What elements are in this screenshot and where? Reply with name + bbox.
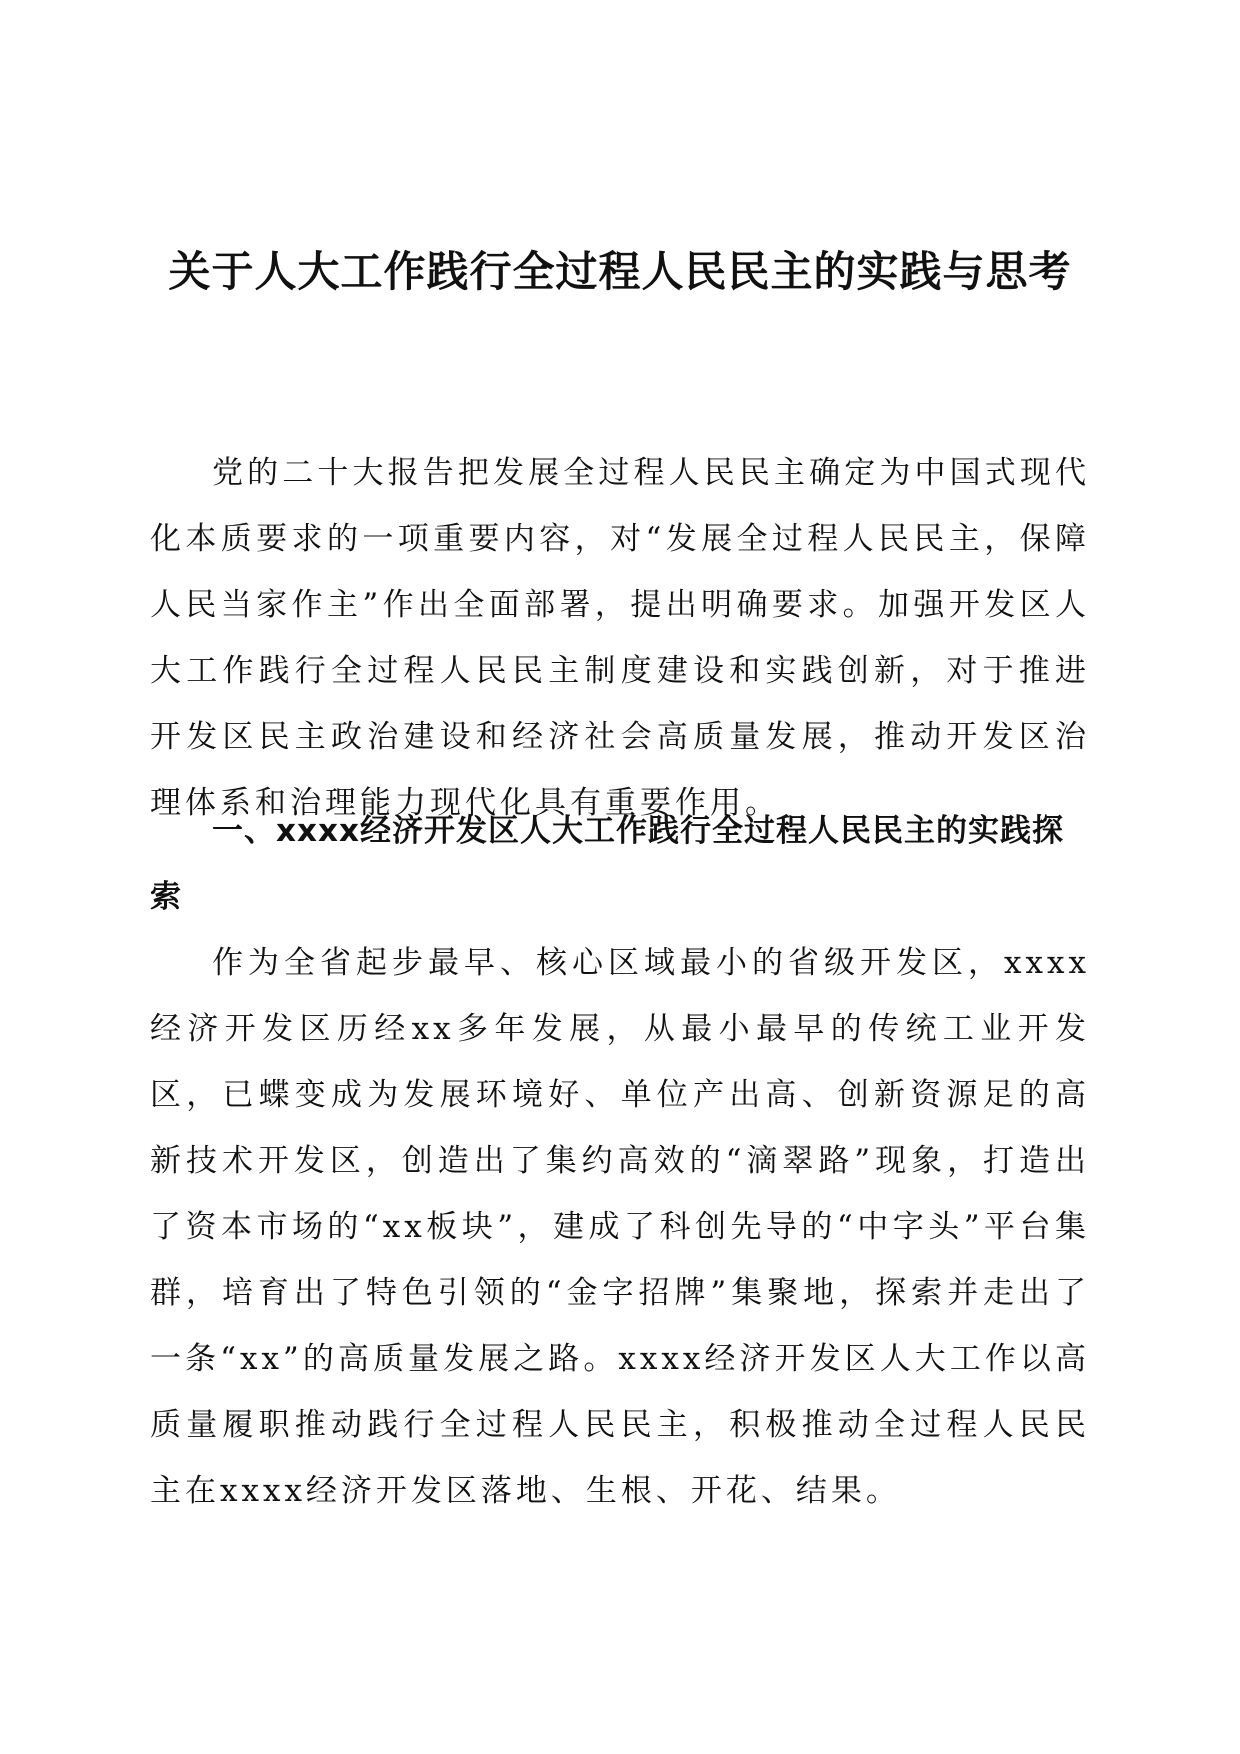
section-heading: 一、xxxx经济开发区人大工作践行全过程人民民主的实践探索 [150,813,1064,915]
section-paragraph: 作为全省起步最早、核心区域最小的省级开发区，xxxx经济开发区历经xx多年发展，从最小最早的传统工业开发区，已蝶变成为发展环境好、单位产出高、创新资源足的高新技术开发区，创造出了集约高效的“滴翠路”现象，打造出了资本市场的“xx板块”，建成了科创先导的“中字头”平台集群，培育出了特色引领的“金字招牌”集聚地，探索并走出了一条“xx”的高质量发展之路。xxxx经济开发区人大工作以高质量履职推动践行全过程人民民主，积极推动全过程人民民主在xxxx经济开发区落地、生根、开花、结果。 [150,945,1090,1509]
document-title: 关于人大工作践行全过程人民民主的实践与思考 [168,247,1072,296]
intro-paragraph: 党的二十大报告把发展全过程人民民主确定为中国式现代化本质要求的一项重要内容，对“发展全过程人民民主，保障人民当家作主”作出全面部署，提出明确要求。加强开发区人大工作践行全过程人民民主制度建设和实践创新，对于推进开发区民主政治建设和经济社会高质量发展，推动开发区治理体系和治理能力现代化具有重要作用。 [150,455,1090,821]
